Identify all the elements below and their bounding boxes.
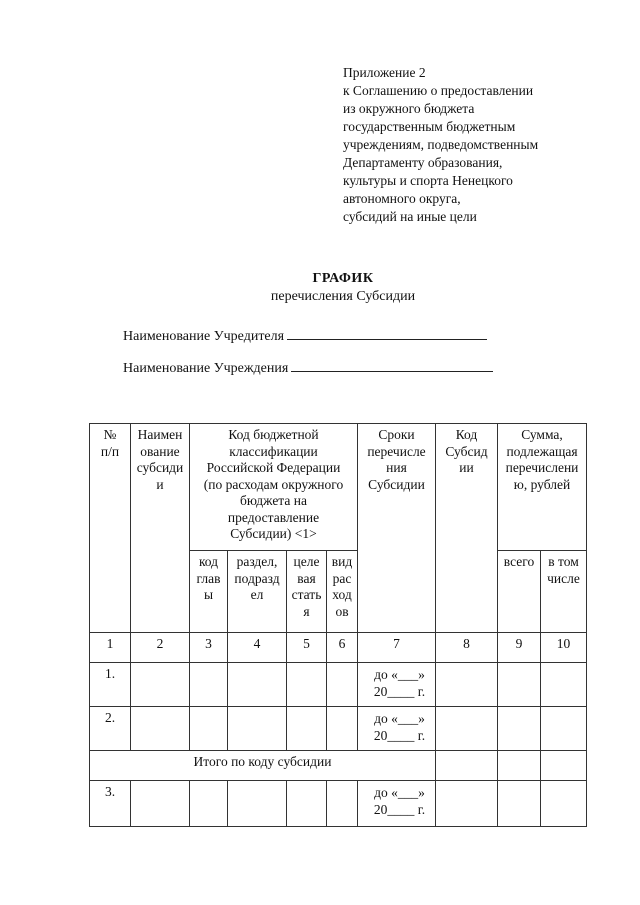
founder-blank-line bbox=[287, 325, 487, 340]
header-terms: Сроки перечисле ния Субсидии bbox=[358, 424, 436, 633]
subtotal-label: Итого по коду субсидии bbox=[90, 751, 436, 781]
header-num: № п/п bbox=[90, 424, 131, 633]
table-cell bbox=[327, 663, 358, 707]
table-cell bbox=[541, 663, 587, 707]
column-number: 7 bbox=[358, 633, 436, 663]
document-subtitle: перечисления Субсидии bbox=[270, 289, 416, 304]
schedule-table bbox=[89, 423, 587, 827]
table-cell bbox=[131, 663, 190, 707]
header-subsidy-code: Код Субсид ии bbox=[436, 424, 498, 633]
header-budget-code: Код бюджетной классификации Российской Федерации (по расходам окружного бюджета на предоставление Субсидии) <1> bbox=[190, 424, 358, 551]
table-cell bbox=[436, 663, 498, 707]
header-row-1 bbox=[90, 424, 587, 551]
table-row bbox=[90, 781, 587, 827]
table-cell bbox=[228, 781, 287, 827]
column-number: 5 bbox=[287, 633, 327, 663]
table-cell bbox=[327, 781, 358, 827]
table-cell bbox=[287, 663, 327, 707]
table-cell bbox=[228, 707, 287, 751]
table-cell bbox=[436, 751, 498, 781]
table-cell bbox=[498, 663, 541, 707]
table-cell bbox=[436, 707, 498, 751]
column-number-row bbox=[90, 633, 587, 663]
header-total: всего bbox=[498, 551, 541, 633]
column-number: 9 bbox=[498, 633, 541, 663]
header-amount: Сумма, подлежащая перечислени ю, рублей bbox=[498, 424, 587, 551]
due-date-cell: до «___» 20____ г. bbox=[358, 781, 436, 827]
header-target-item: целе вая стать я bbox=[287, 551, 327, 633]
due-date-cell: до «___» 20____ г. bbox=[358, 707, 436, 751]
header-chapter-code: код глав ы bbox=[190, 551, 228, 633]
institution-blank-line bbox=[291, 357, 493, 372]
column-number: 6 bbox=[327, 633, 358, 663]
table-cell bbox=[190, 663, 228, 707]
table-cell bbox=[541, 707, 587, 751]
row-number: 3. bbox=[90, 781, 131, 827]
table-cell bbox=[436, 781, 498, 827]
subtotal-row bbox=[90, 751, 587, 781]
document-title: ГРАФИК bbox=[312, 271, 374, 286]
table-cell bbox=[498, 707, 541, 751]
table-cell bbox=[541, 751, 587, 781]
column-number: 10 bbox=[541, 633, 587, 663]
header-subsidy-name: Наимен ование субсиди и bbox=[131, 424, 190, 633]
table-cell bbox=[131, 707, 190, 751]
founder-field bbox=[123, 325, 487, 345]
appendix-note: Приложение 2 к Соглашению о предоставлении из окружного бюджета государственным бюджетным учреждениям, подведомственным Департаменту образования, культуры и спорта Ненецкого автономного округа, субсидий на иные цели bbox=[343, 65, 539, 224]
row-number: 1. bbox=[90, 663, 131, 707]
table-cell bbox=[327, 707, 358, 751]
header-expense-type: вид рас ход ов bbox=[327, 551, 358, 633]
column-number: 1 bbox=[90, 633, 131, 663]
table-row bbox=[90, 663, 587, 707]
header-including: в том числе bbox=[541, 551, 587, 633]
institution-label: Наименование Учреждения bbox=[123, 361, 289, 376]
due-date-cell: до «___» 20____ г. bbox=[358, 663, 436, 707]
column-number: 3 bbox=[190, 633, 228, 663]
table-row bbox=[90, 707, 587, 751]
table-cell bbox=[498, 751, 541, 781]
founder-label: Наименование Учредителя bbox=[123, 329, 285, 344]
header-section: раздел, подразд ел bbox=[228, 551, 287, 633]
column-number: 4 bbox=[228, 633, 287, 663]
table-cell bbox=[190, 707, 228, 751]
table-cell bbox=[190, 781, 228, 827]
table-cell bbox=[498, 781, 541, 827]
row-number: 2. bbox=[90, 707, 131, 751]
table-cell bbox=[131, 781, 190, 827]
table-cell bbox=[287, 707, 327, 751]
column-number: 8 bbox=[436, 633, 498, 663]
table-cell bbox=[541, 781, 587, 827]
institution-field bbox=[123, 357, 493, 377]
table-cell bbox=[228, 663, 287, 707]
column-number: 2 bbox=[131, 633, 190, 663]
table-cell bbox=[287, 781, 327, 827]
